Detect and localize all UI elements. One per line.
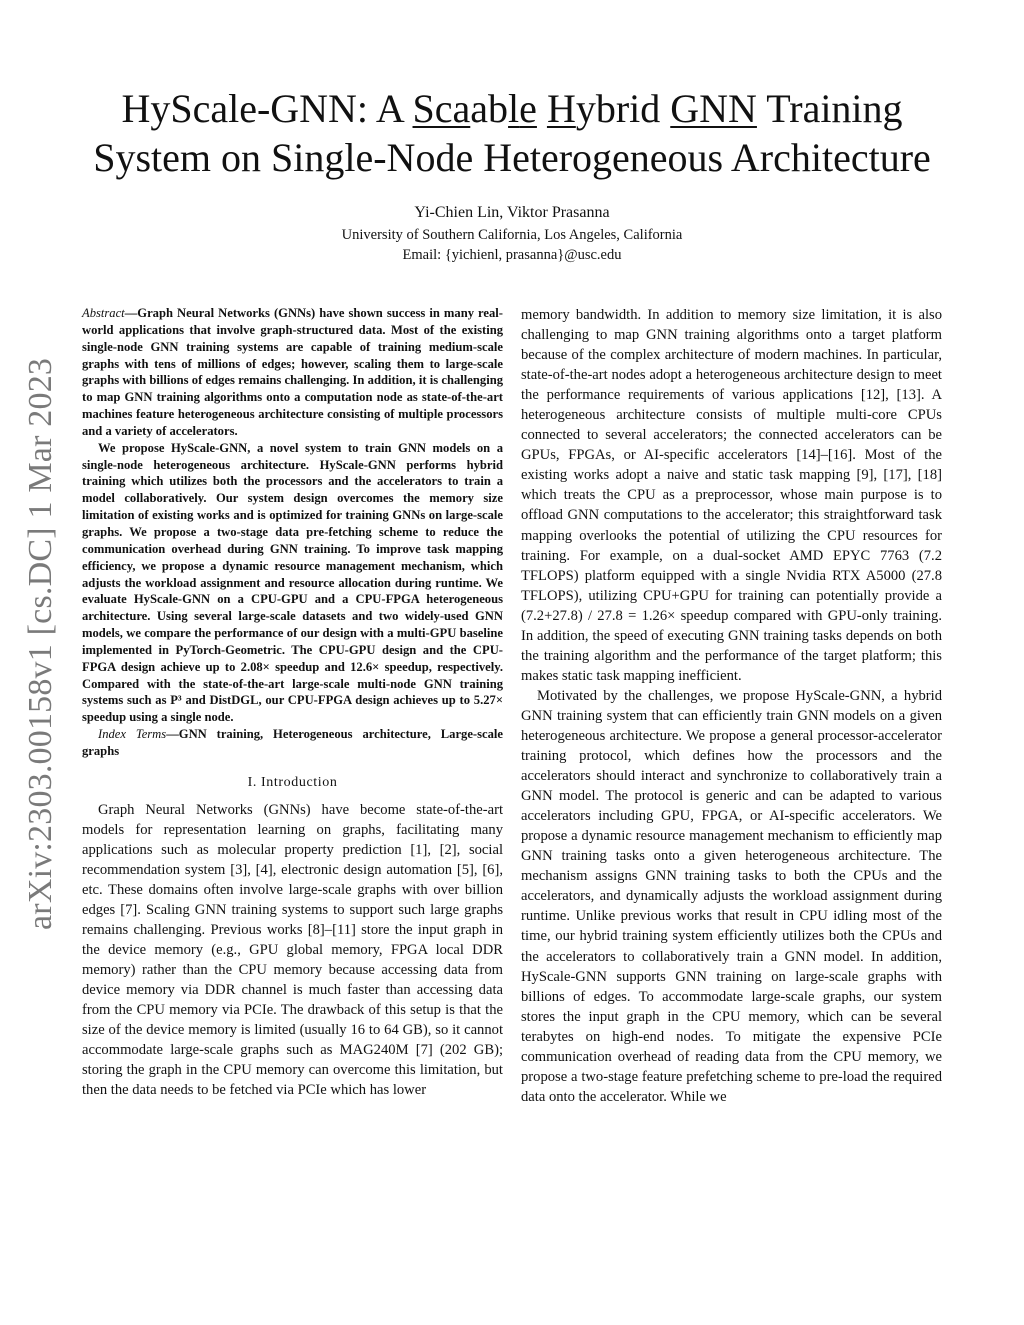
- section-heading-introduction: I. Introduction: [247, 774, 338, 790]
- intro-paragraph-1: Graph Neural Networks (GNNs) have become state-of-the-art models for representation learning on graphs, facilitating many applications such as molecular property prediction [1], [2], social recommendation system [3], [4], electronic design automation [5], [6], etc. These domains often involve large-scale graphs with over billion edges [7]. Scaling GNN training systems to support such large graphs remains challenging. Previous works [8]–[11] store the input graph in the device memory (e.g., GPU global memory, FPGA local DDR memory) rather than the CPU memory because accessing data from device memory via DDR channel is much faster than accessing data from the CPU memory via PCIe. The drawback of this setup is that the size of the device memory is limited (usually 16 to 64 GB), so it cannot accommodate large-scale graphs such as MAG240M [7] (202 GB); storing the graph in the CPU memory can overcome this limitation, but then the data needs to be fetched via PCIe which has lower: [82, 801, 503, 1099]
- affiliation: University of Southern California, Los Angeles, California: [341, 227, 683, 243]
- right-column: [521, 305, 942, 1107]
- index-terms: Index Terms—GNN training, Heterogeneous architecture, Large-scale graphs: [82, 727, 503, 758]
- abstract-paragraph-1: Abstract—Graph Neural Networks (GNNs) have shown success in many real-world applications that involve graph-structured data. Most of the existing single-node GNN training systems are capable of training medium-scale graphs with tens of millions of edges; however, scaling them to large-scale graphs with billions of edges remains challenging. In addition, it is challenging to map GNN training algorithms onto a computation node as state-of-the-art machines feature heterogeneous architecture consisting of multiple processors and a variety of accelerators.: [82, 306, 503, 438]
- authors: Yi-Chien Lin, Viktor Prasanna: [414, 204, 610, 221]
- left-column: [82, 305, 503, 1100]
- arxiv-identifier: arXiv:2303.00158v1 [cs.DC] 1 Mar 2023: [22, 357, 59, 930]
- abstract-paragraph-2: We propose HyScale-GNN, a novel system to train GNN models on a single-node heterogeneous architecture. HyScale-GNN performs hybrid training which utilizes both the processors and the accelerators to train a model collaboratively. Our system design overcomes the memory size limitation of existing works and is optimized for training GNNs on large-scale graphs. We propose a two-stage data pre-fetching scheme to reduce the communication overhead during GNN training. To improve task mapping efficiency, we propose a dynamic resource management mechanism, which adjusts the workload assignment and resource allocation during runtime. We evaluate HyScale-GNN on a CPU-GPU and a CPU-FPGA heterogeneous architecture. Using several large-scale datasets and two widely-used GNN models, we compare the performance of our design with a multi-GPU baseline implemented in PyTorch-Geometric. The CPU-GPU design and the CPU-FPGA design achieve up to 2.08× speedup and 12.6× speedup, respectively. Compared with the state-of-the-art large-scale multi-node GNN training systems such as P³ and DistDGL, our CPU-FPGA design achieves up to 5.27× speedup using a single node.: [82, 440, 503, 725]
- intro-paragraph-motivation: Motivated by the challenges, we propose HyScale-GNN, a hybrid GNN training system that can efficiently train GNN models on a given heterogeneous architecture. We propose a general processor-accelerator training protocol, which defines how the processors and the accelerators should interact and synchronize to collaboratively train a GNN model. The protocol is generic and can be adapted to various accelerators including GPU, FPGA, or AI-specific accelerators. We propose a dynamic resource management mechanism to efficiently map GNN training tasks onto a given heterogeneous architecture. The mechanism assigns GNN training tasks to both the CPUs and the accelerators, and dynamically adjusts the workload assignment during runtime. Unlike previous works that result in CPU idling most of the time, our hybrid training system efficiently utilizes both the CPUs and the accelerators to collaboratively train a GNN model. In addition, HyScale-GNN supports GNN training on large-scale graphs with billions of edges. To accommodate large-scale graphs, our system stores the input graph in the CPU memory, which can be several terabytes on high-end nodes. To mitigate the expensive PCIe communication overhead of reading data from the CPU memory, we propose a two-stage feature prefetching scheme to pre-load the required data onto the accelerator. While we: [521, 687, 942, 1105]
- email: Email: {yichienl, prasanna}@usc.edu: [402, 247, 622, 263]
- intro-paragraph-continued: memory bandwidth. In addition to memory size limitation, it is also challenging to map GNN training algorithms onto a target platform because of the complex architecture of modern machines. In particular, state-of-the-art nodes adopt a heterogeneous architecture design to meet the performance requirements of various applications [12], [13]. A heterogeneous architecture consists of multiple multi-core CPUs connected to several accelerators; the connected accelerators can be GPUs, FPGAs, or AI-specific accelerators [14]–[16]. Most of the existing works adopt a naive and static task mapping [9], [17], [18] which treats the CPU as a preprocessor, whose main purpose is to offload GNN computations to the accelerator; this straightforward task mapping overlooks the potential of utilizing the CPU resources for training. For example, on a dual-socket AMD EPYC 7763 (7.2 TFLOPS) platform equipped with a single Nvidia RTX A5000 (27.8 TFLOPS), utilizing CPU+GPU for training can potentially provide a (7.2+27.8) / 27.8 = 1.26× speedup compared with GPU-only training. In addition, the speed of executing GNN training tasks depends on both the training algorithm and the performance of the target platform; this makes static task mapping inefficient.: [521, 307, 942, 684]
- paper-title: HyScale-GNN: A Scaable Hybrid GNN Training System on Single-Node Heterogeneous Architecture: [93, 86, 931, 180]
